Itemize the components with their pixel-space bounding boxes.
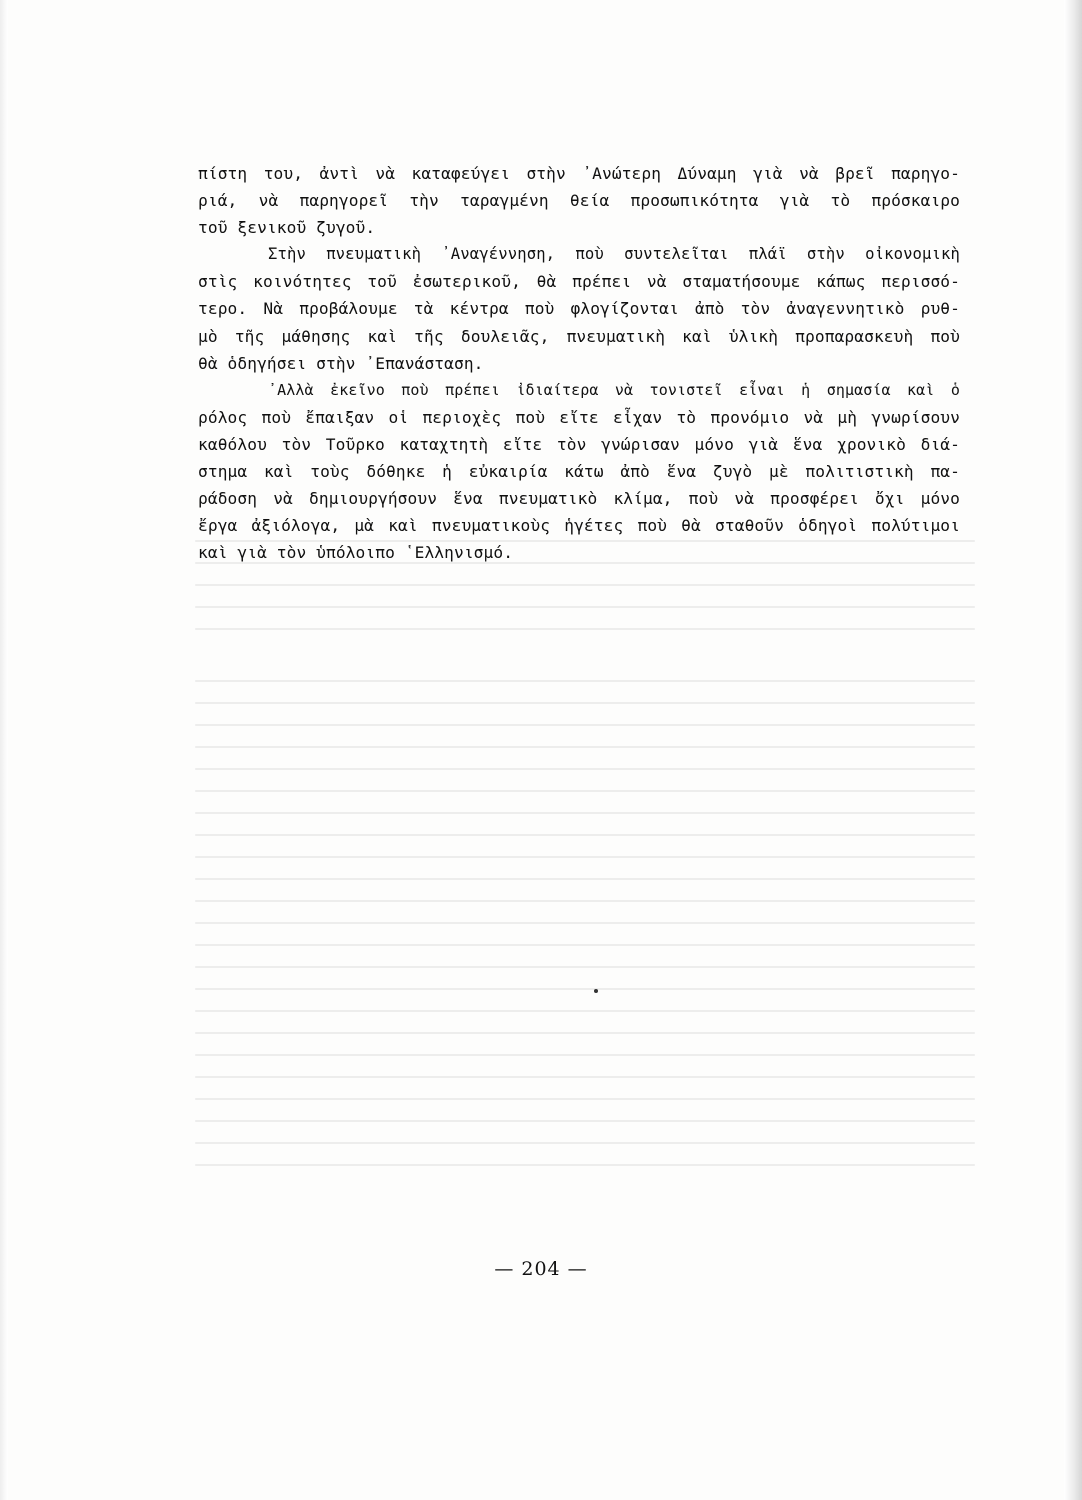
- text-line: τερο. Νὰ προβάλουμε τὰ κέντρα ποὺ φλογίζονται ἀπὸ τὸν ἀναγεννητικὸ ρυθ-: [198, 299, 960, 319]
- paragraph-first-line: Στὴν πνευματικὴ ᾿Αναγέννηση, ποὺ συντελεῖται πλάϊ στὴν οἰκονομικὴ: [268, 245, 960, 264]
- text-line: θὰ ὁδηγήσει στὴν ᾿Επανάσταση.: [198, 353, 484, 373]
- text-line: μὸ τῆς μάθησης καὶ τῆς δουλειᾶς, πνευματικὴ καὶ ὑλικὴ προπαρασκευὴ ποὺ: [198, 326, 960, 346]
- text-line: καθόλου τὸν Τοῦρκο καταχτητὴ εἴτε τὸν γνώρισαν μόνο γιὰ ἕνα χρονικὸ διά-: [198, 434, 960, 454]
- text-line: στὶς κοινότητες τοῦ ἐσωτερικοῦ, θὰ πρέπει νὰ σταματήσουμε κάπως περισσό-: [198, 272, 960, 292]
- paragraph-first-line: ᾿Αλλὰ ἐκεῖνο ποὺ πρέπει ἰδιαίτερα νὰ τονιστεῖ εἶναι ἡ σημασία καὶ ὁ: [268, 380, 960, 399]
- page-number: — 204 —: [494, 1258, 588, 1280]
- text-line: ριά, νὰ παρηγορεῖ τὴν ταραγμένη θεία προσωπικότητα γιὰ τὸ πρόσκαιρο: [198, 191, 960, 211]
- ink-speck: [594, 989, 598, 993]
- text-line: ἔργα ἀξιόλογα, μὰ καὶ πνευματικοὺς ἡγέτες ποὺ θὰ σταθοῦν ὁδηγοὶ πολύτιμοι: [198, 516, 960, 536]
- text-line: τοῦ ξενικοῦ ζυγοῦ.: [198, 218, 376, 238]
- show-through-shadow-lower: [195, 680, 975, 1240]
- text-line: καὶ γιὰ τὸν ὑπόλοιπο ῾Ελληνισμό.: [198, 543, 514, 563]
- text-line: στημα καὶ τοὺς δόθηκε ἡ εὐκαιρία κάτω ἀπὸ ἕνα ζυγὸ μὲ πολιτιστικὴ πα-: [198, 462, 960, 482]
- text-line: ρόλος ποὺ ἔπαιξαν οἱ περιοχὲς ποὺ εἴτε εἶχαν τὸ προνόμιο νὰ μὴ γνωρίσουν: [198, 407, 960, 427]
- text-line: πίστη του, ἀντὶ νὰ καταφεύγει στὴν ᾿Ανώτερη Δύναμη γιὰ νὰ βρεῖ παρηγο-: [198, 164, 960, 183]
- text-line: ράδοση νὰ δημιουργήσουν ἕνα πνευματικὸ κλίμα, ποὺ νὰ προσφέρει ὄχι μόνο: [198, 489, 960, 509]
- body-text: [198, 160, 960, 566]
